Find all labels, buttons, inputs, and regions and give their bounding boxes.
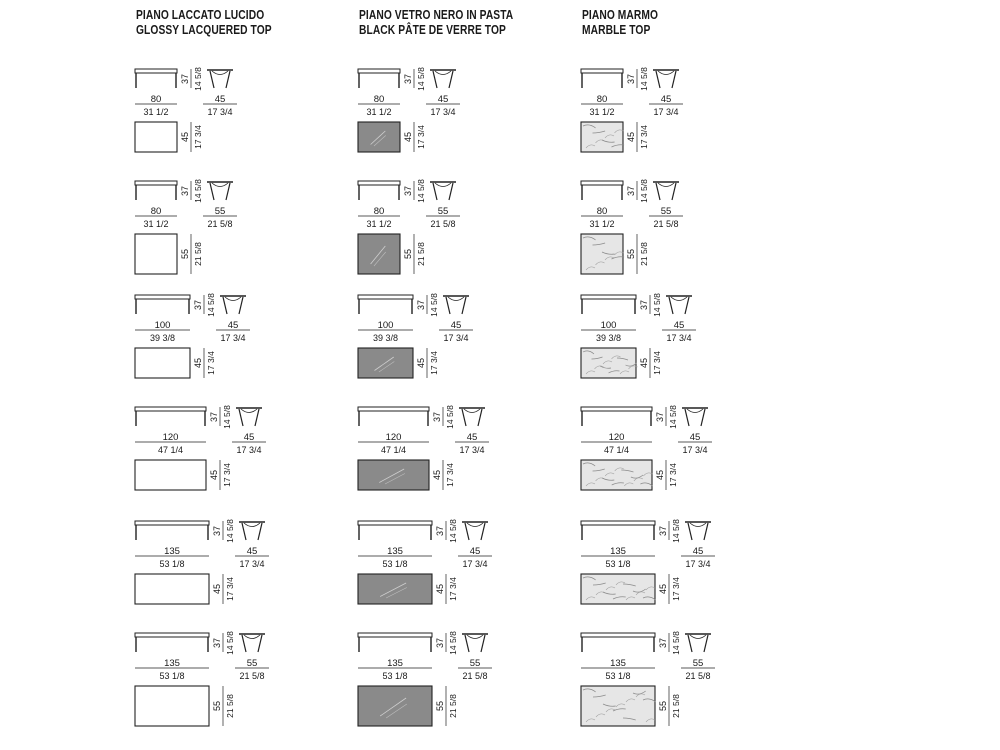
- depth-inch-label: 17 3/4: [239, 559, 265, 569]
- plan-depth-inch-label: 21 5/8: [225, 694, 235, 718]
- length-cm-label: 135: [164, 658, 180, 669]
- plan-depth-inch-label: 17 3/4: [652, 351, 662, 375]
- length-inch-label: 39 3/8: [149, 333, 176, 343]
- dimension-block: [581, 179, 683, 274]
- side-leg-front: [462, 409, 466, 426]
- side-leg-back: [701, 409, 705, 426]
- dimension-block: [581, 67, 683, 152]
- height-inch-label: 14 5/8: [671, 519, 681, 543]
- plan-depth-inch-label: 17 3/4: [225, 577, 235, 601]
- depth-inch-label: 21 5/8: [685, 671, 711, 681]
- side-view-icon: [685, 522, 711, 540]
- plan-depth-inch-label: 17 3/4: [429, 351, 439, 375]
- depth-cm-label: 45: [246, 546, 258, 557]
- side-leg-front: [210, 183, 214, 200]
- plan-depth-cm-label: 45: [432, 469, 442, 481]
- height-inch-label: 14 5/8: [225, 631, 235, 655]
- side-leg-back: [685, 297, 689, 314]
- depth-inch-label: 17 3/4: [236, 445, 262, 455]
- column-title-english: MARBLE TOP: [582, 23, 651, 37]
- column-title-italian: PIANO MARMO: [582, 8, 659, 22]
- plan-depth-cm-label: 45: [180, 131, 190, 143]
- height-inch-label: 14 5/8: [225, 519, 235, 543]
- depth-cm-label: 55: [246, 658, 258, 669]
- length-inch-label: 53 1/8: [605, 559, 631, 569]
- column-title-english: GLOSSY LACQUERED TOP: [136, 23, 272, 37]
- side-rail: [435, 183, 451, 187]
- length-inch-label: 31 1/2: [589, 107, 615, 117]
- side-leg-back: [481, 635, 485, 652]
- table-top-elevation: [581, 407, 652, 411]
- plan-depth-inch-label: 21 5/8: [193, 242, 203, 266]
- length-inch-label: 53 1/8: [382, 671, 408, 681]
- side-rail: [658, 71, 674, 75]
- depth-cm-label: 45: [660, 94, 672, 105]
- dimension-block: [135, 405, 266, 490]
- table-top-elevation: [358, 69, 400, 73]
- depth-cm-label: 45: [689, 432, 701, 443]
- length-cm-label: 80: [150, 94, 162, 105]
- side-rail: [467, 635, 483, 639]
- side-leg-front: [210, 71, 214, 88]
- length-inch-label: 53 1/8: [605, 671, 631, 681]
- side-view-icon: [666, 296, 692, 314]
- side-leg-back: [462, 297, 466, 314]
- depth-inch-label: 17 3/4: [207, 107, 233, 117]
- length-inch-label: 39 3/8: [372, 333, 399, 343]
- side-view-icon: [430, 70, 456, 88]
- table-top-elevation: [581, 633, 655, 637]
- plan-depth-cm-label: 45: [639, 357, 649, 369]
- plan-depth-inch-label: 17 3/4: [445, 463, 455, 487]
- side-leg-front: [446, 297, 450, 314]
- table-top-elevation: [135, 407, 206, 411]
- side-leg-back: [481, 523, 485, 540]
- height-cm-label: 37: [435, 637, 445, 649]
- length-cm-label: 120: [608, 432, 625, 443]
- depth-inch-label: 17 3/4: [430, 107, 456, 117]
- dimension-block: [358, 519, 492, 604]
- side-leg-back: [258, 523, 262, 540]
- plan-depth-inch-label: 21 5/8: [448, 694, 458, 718]
- side-leg-front: [656, 183, 660, 200]
- table-top-plan: [135, 686, 209, 726]
- plan-depth-inch-label: 17 3/4: [671, 577, 681, 601]
- side-leg-front: [433, 71, 437, 88]
- plan-depth-inch-label: 17 3/4: [448, 577, 458, 601]
- plan-depth-cm-label: 55: [435, 700, 445, 712]
- plan-depth-cm-label: 45: [658, 583, 668, 595]
- dimension-block: [581, 293, 696, 378]
- side-view-icon: [220, 296, 246, 314]
- table-top-plan: [135, 460, 206, 490]
- plan-depth-cm-label: 45: [209, 469, 219, 481]
- depth-cm-label: 45: [673, 320, 685, 331]
- side-leg-back: [226, 71, 230, 88]
- side-rail: [244, 523, 260, 527]
- table-top-elevation: [581, 69, 623, 73]
- depth-inch-label: 17 3/4: [685, 559, 711, 569]
- table-top-elevation: [135, 295, 190, 299]
- depth-inch-label: 17 3/4: [682, 445, 708, 455]
- table-top-plan: [581, 122, 623, 152]
- side-leg-front: [685, 409, 689, 426]
- depth-inch-label: 17 3/4: [653, 107, 679, 117]
- depth-cm-label: 55: [469, 658, 481, 669]
- side-leg-front: [656, 71, 660, 88]
- depth-cm-label: 55: [214, 206, 226, 217]
- height-cm-label: 37: [435, 525, 445, 537]
- dimension-block: [358, 179, 460, 274]
- plan-depth-cm-label: 45: [212, 583, 222, 595]
- height-cm-label: 37: [639, 299, 649, 311]
- side-rail: [241, 409, 257, 413]
- plan-depth-cm-label: 45: [193, 357, 203, 369]
- plan-depth-cm-label: 45: [435, 583, 445, 595]
- length-inch-label: 39 3/8: [595, 333, 622, 343]
- side-view-icon: [236, 408, 262, 426]
- dimension-block: [581, 631, 715, 726]
- length-inch-label: 47 1/4: [380, 445, 407, 455]
- dimension-block: [358, 631, 492, 726]
- table-top-elevation: [358, 407, 429, 411]
- depth-inch-label: 17 3/4: [462, 559, 488, 569]
- height-inch-label: 14 5/8: [445, 405, 455, 429]
- column-title-english: BLACK PÂTE DE VERRE TOP: [359, 23, 506, 37]
- depth-inch-label: 17 3/4: [220, 333, 246, 343]
- side-leg-back: [704, 635, 708, 652]
- dimension-block: [581, 519, 715, 604]
- height-inch-label: 14 5/8: [193, 67, 203, 91]
- table-top-elevation: [135, 633, 209, 637]
- length-cm-label: 135: [610, 658, 626, 669]
- table-top-plan: [135, 574, 209, 604]
- side-rail: [244, 635, 260, 639]
- depth-cm-label: 55: [660, 206, 672, 217]
- depth-cm-label: 45: [692, 546, 704, 557]
- height-inch-label: 14 5/8: [652, 293, 662, 317]
- depth-cm-label: 55: [437, 206, 449, 217]
- height-inch-label: 14 5/8: [429, 293, 439, 317]
- plan-depth-cm-label: 55: [212, 700, 222, 712]
- height-inch-label: 14 5/8: [448, 519, 458, 543]
- table-top-elevation: [358, 295, 413, 299]
- side-rail: [690, 635, 706, 639]
- table-top-plan: [581, 348, 636, 378]
- length-inch-label: 53 1/8: [159, 671, 185, 681]
- length-inch-label: 47 1/4: [603, 445, 630, 455]
- height-inch-label: 14 5/8: [671, 631, 681, 655]
- table-top-elevation: [581, 181, 623, 185]
- length-inch-label: 31 1/2: [143, 107, 169, 117]
- length-cm-label: 80: [596, 94, 608, 105]
- plan-depth-cm-label: 45: [655, 469, 665, 481]
- side-leg-front: [223, 297, 227, 314]
- side-rail: [690, 523, 706, 527]
- plan-depth-inch-label: 17 3/4: [206, 351, 216, 375]
- side-leg-front: [433, 183, 437, 200]
- table-top-elevation: [358, 633, 432, 637]
- plan-depth-inch-label: 17 3/4: [193, 125, 203, 149]
- length-cm-label: 135: [164, 546, 180, 557]
- length-cm-label: 135: [387, 546, 403, 557]
- depth-cm-label: 45: [469, 546, 481, 557]
- side-rail: [448, 297, 464, 301]
- table-top-plan: [581, 574, 655, 604]
- height-cm-label: 37: [658, 525, 668, 537]
- dimension-block: [581, 405, 712, 490]
- side-view-icon: [443, 296, 469, 314]
- depth-inch-label: 21 5/8: [239, 671, 265, 681]
- height-inch-label: 14 5/8: [222, 405, 232, 429]
- depth-cm-label: 45: [437, 94, 449, 105]
- side-rail: [467, 523, 483, 527]
- depth-cm-label: 45: [466, 432, 478, 443]
- depth-cm-label: 45: [243, 432, 255, 443]
- table-top-elevation: [358, 181, 400, 185]
- side-view-icon: [685, 634, 711, 652]
- length-cm-label: 135: [610, 546, 626, 557]
- length-cm-label: 100: [154, 320, 171, 331]
- length-cm-label: 100: [377, 320, 394, 331]
- height-inch-label: 14 5/8: [416, 179, 426, 203]
- depth-inch-label: 21 5/8: [430, 219, 456, 229]
- dimension-block: [135, 519, 269, 604]
- column-title-italian: PIANO LACCATO LUCIDO: [136, 8, 265, 22]
- dimension-block: [135, 631, 269, 726]
- side-view-icon: [430, 182, 456, 200]
- length-cm-label: 120: [162, 432, 179, 443]
- plan-depth-inch-label: 17 3/4: [416, 125, 426, 149]
- side-leg-back: [226, 183, 230, 200]
- height-cm-label: 37: [403, 185, 413, 197]
- height-cm-label: 37: [655, 411, 665, 423]
- depth-cm-label: 45: [214, 94, 226, 105]
- side-view-icon: [207, 182, 233, 200]
- plan-depth-inch-label: 21 5/8: [671, 694, 681, 718]
- length-inch-label: 47 1/4: [157, 445, 184, 455]
- height-cm-label: 37: [403, 73, 413, 85]
- table-top-plan: [581, 234, 623, 274]
- plan-depth-cm-label: 55: [658, 700, 668, 712]
- height-inch-label: 14 5/8: [416, 67, 426, 91]
- side-rail: [464, 409, 480, 413]
- side-rail: [671, 297, 687, 301]
- dimension-block: [135, 179, 237, 274]
- length-inch-label: 31 1/2: [366, 219, 392, 229]
- height-cm-label: 37: [193, 299, 203, 311]
- depth-inch-label: 17 3/4: [666, 333, 692, 343]
- side-rail: [435, 71, 451, 75]
- depth-inch-label: 21 5/8: [653, 219, 679, 229]
- table-top-elevation: [135, 521, 209, 525]
- length-inch-label: 53 1/8: [159, 559, 185, 569]
- height-cm-label: 37: [416, 299, 426, 311]
- plan-depth-cm-label: 55: [180, 248, 190, 260]
- table-top-elevation: [581, 521, 655, 525]
- table-top-plan: [135, 122, 177, 152]
- side-view-icon: [462, 634, 488, 652]
- length-inch-label: 31 1/2: [366, 107, 392, 117]
- side-leg-back: [239, 297, 243, 314]
- side-leg-back: [449, 71, 453, 88]
- plan-depth-cm-label: 45: [626, 131, 636, 143]
- length-cm-label: 80: [373, 94, 385, 105]
- height-inch-label: 14 5/8: [668, 405, 678, 429]
- side-view-icon: [653, 70, 679, 88]
- length-inch-label: 31 1/2: [589, 219, 615, 229]
- length-cm-label: 120: [385, 432, 402, 443]
- side-leg-front: [688, 523, 692, 540]
- table-top-elevation: [135, 181, 177, 185]
- length-cm-label: 80: [596, 206, 608, 217]
- side-rail: [225, 297, 241, 301]
- side-view-icon: [239, 522, 265, 540]
- plan-depth-inch-label: 17 3/4: [222, 463, 232, 487]
- side-view-icon: [462, 522, 488, 540]
- plan-depth-inch-label: 17 3/4: [639, 125, 649, 149]
- dimension-block: [358, 67, 460, 152]
- depth-inch-label: 21 5/8: [207, 219, 233, 229]
- dimension-block: [135, 293, 250, 378]
- side-leg-front: [242, 523, 246, 540]
- table-top-plan: [135, 234, 177, 274]
- side-leg-back: [704, 523, 708, 540]
- height-inch-label: 14 5/8: [448, 631, 458, 655]
- side-leg-front: [242, 635, 246, 652]
- length-cm-label: 80: [373, 206, 385, 217]
- height-cm-label: 37: [626, 185, 636, 197]
- side-view-icon: [239, 634, 265, 652]
- table-top-elevation: [358, 521, 432, 525]
- height-inch-label: 14 5/8: [206, 293, 216, 317]
- height-inch-label: 14 5/8: [639, 179, 649, 203]
- plan-depth-cm-label: 55: [403, 248, 413, 260]
- side-leg-back: [672, 183, 676, 200]
- length-cm-label: 80: [150, 206, 162, 217]
- depth-inch-label: 17 3/4: [443, 333, 469, 343]
- dimension-block: [135, 67, 237, 152]
- side-leg-front: [239, 409, 243, 426]
- plan-depth-cm-label: 55: [626, 248, 636, 260]
- table-top-elevation: [581, 295, 636, 299]
- side-leg-back: [255, 409, 259, 426]
- height-inch-label: 14 5/8: [639, 67, 649, 91]
- side-leg-back: [449, 183, 453, 200]
- height-cm-label: 37: [212, 525, 222, 537]
- length-inch-label: 31 1/2: [143, 219, 169, 229]
- dimension-block: [358, 405, 489, 490]
- plan-depth-cm-label: 45: [416, 357, 426, 369]
- height-inch-label: 14 5/8: [193, 179, 203, 203]
- side-leg-front: [669, 297, 673, 314]
- height-cm-label: 37: [212, 637, 222, 649]
- side-view-icon: [207, 70, 233, 88]
- side-leg-front: [465, 635, 469, 652]
- side-leg-front: [465, 523, 469, 540]
- side-rail: [658, 183, 674, 187]
- height-cm-label: 37: [626, 73, 636, 85]
- height-cm-label: 37: [209, 411, 219, 423]
- table-top-plan: [135, 348, 190, 378]
- depth-cm-label: 55: [692, 658, 704, 669]
- plan-depth-inch-label: 17 3/4: [668, 463, 678, 487]
- height-cm-label: 37: [432, 411, 442, 423]
- depth-cm-label: 45: [227, 320, 239, 331]
- plan-depth-cm-label: 45: [403, 131, 413, 143]
- depth-inch-label: 17 3/4: [459, 445, 485, 455]
- side-view-icon: [682, 408, 708, 426]
- side-rail: [212, 183, 228, 187]
- side-leg-back: [672, 71, 676, 88]
- side-view-icon: [459, 408, 485, 426]
- height-cm-label: 37: [180, 185, 190, 197]
- table-top-elevation: [135, 69, 177, 73]
- side-rail: [212, 71, 228, 75]
- depth-inch-label: 21 5/8: [462, 671, 488, 681]
- side-leg-front: [688, 635, 692, 652]
- height-cm-label: 37: [180, 73, 190, 85]
- length-cm-label: 135: [387, 658, 403, 669]
- length-cm-label: 100: [600, 320, 617, 331]
- length-inch-label: 53 1/8: [382, 559, 408, 569]
- plan-depth-inch-label: 21 5/8: [639, 242, 649, 266]
- depth-cm-label: 45: [450, 320, 462, 331]
- side-view-icon: [653, 182, 679, 200]
- column-title-italian: PIANO VETRO NERO IN PASTA: [359, 8, 514, 22]
- height-cm-label: 37: [658, 637, 668, 649]
- side-leg-back: [478, 409, 482, 426]
- dimension-block: [358, 293, 473, 378]
- side-leg-back: [258, 635, 262, 652]
- plan-depth-inch-label: 21 5/8: [416, 242, 426, 266]
- table-top-plan: [581, 460, 652, 490]
- side-rail: [687, 409, 703, 413]
